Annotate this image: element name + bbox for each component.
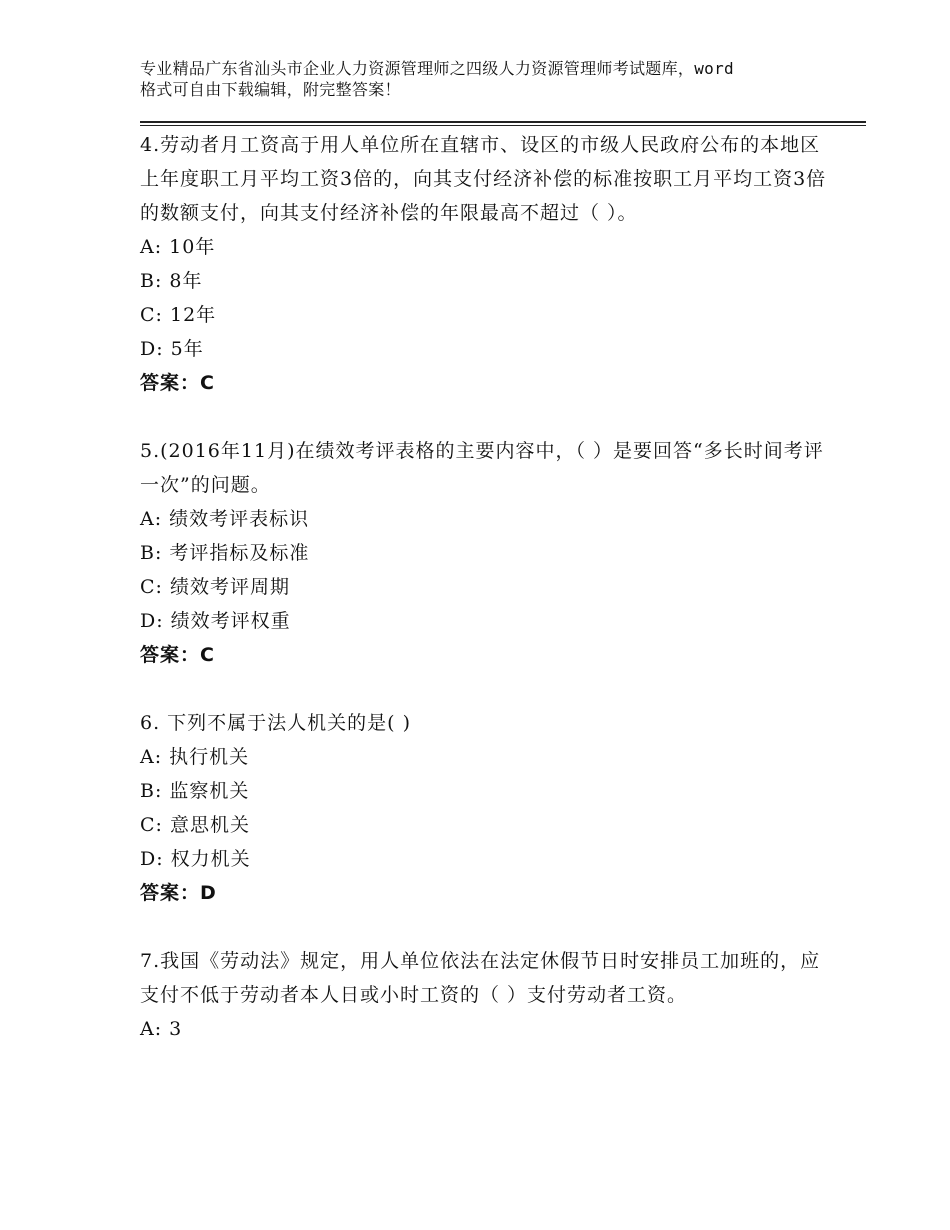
answer-label: 答案：D [140, 882, 217, 904]
header-rule-thin [140, 125, 866, 126]
option-a: A: 3 [140, 1018, 183, 1040]
question-7 [140, 944, 840, 1046]
question-stem: 4.劳动者月工资高于用人单位所在直辖市、设区的市级人民政府公布的本地区上年度职工月平均工资3倍的，向其支付经济补偿的标准按职工月平均工资3倍的数额支付，向其支付经济补偿的年限最高不超过（ ）。 [140, 134, 827, 224]
answer-label: 答案：C [140, 644, 215, 666]
document-header [140, 58, 840, 100]
option-b: B: 考评指标及标准 [140, 542, 310, 564]
question-4 [140, 128, 840, 400]
option-d: D: 绩效考评权重 [140, 610, 291, 632]
option-c: C: 意思机关 [140, 814, 250, 836]
header-line-2: 格式可自由下载编辑，附完整答案！ [140, 80, 401, 99]
question-stem: 5.(2016年11月)在绩效考评表格的主要内容中，（ ）是要回答“多长时间考评一次”的问题。 [140, 440, 824, 496]
option-a: A: 10年 [140, 236, 216, 258]
question-list [140, 128, 840, 1046]
option-a: A: 执行机关 [140, 746, 250, 768]
answer-label: 答案：C [140, 372, 215, 394]
option-d: D: 5年 [140, 338, 204, 360]
question-6 [140, 706, 840, 910]
question-5 [140, 434, 840, 672]
option-b: B: 8年 [140, 270, 203, 292]
option-a: A: 绩效考评表标识 [140, 508, 310, 530]
option-b: B: 监察机关 [140, 780, 250, 802]
header-line-1: 专业精品广东省汕头市企业人力资源管理师之四级人力资源管理师考试题库，word [140, 59, 734, 78]
option-c: C: 12年 [140, 304, 217, 326]
header-rule-thick [140, 121, 866, 123]
question-stem: 7.我国《劳动法》规定，用人单位依法在法定休假节日时安排员工加班的，应支付不低于劳动者本人日或小时工资的（ ）支付劳动者工资。 [140, 950, 821, 1006]
question-stem: 6. 下列不属于法人机关的是( ) [140, 712, 412, 734]
option-d: D: 权力机关 [140, 848, 251, 870]
option-c: C: 绩效考评周期 [140, 576, 290, 598]
